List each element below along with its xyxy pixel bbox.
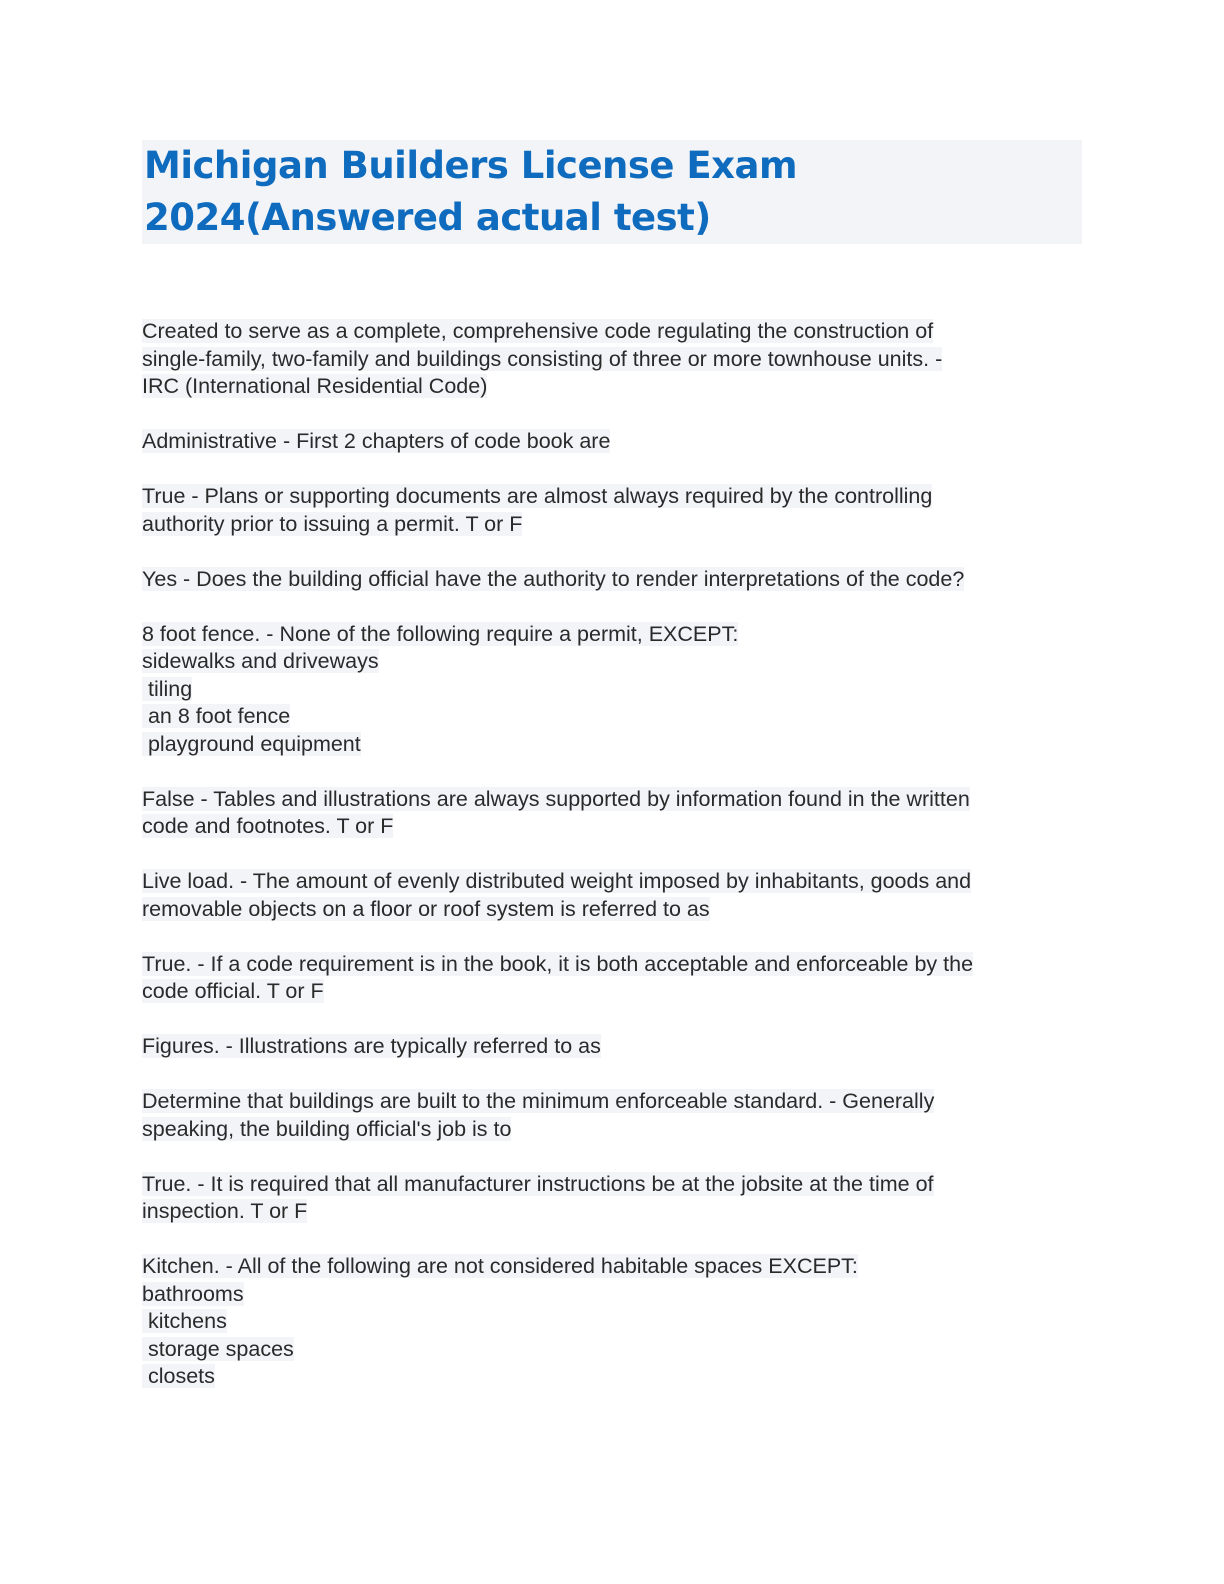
qa-line (142, 676, 1082, 704)
qa-line (142, 1171, 1082, 1199)
qa-line-text: bathrooms (142, 1281, 244, 1306)
qa-line-text: True. - If a code requirement is in the book, it is both acceptable and enforceable by the (142, 951, 974, 976)
qa-line-text: code and footnotes. T or F (142, 814, 394, 838)
qa-line-text: True - Plans or supporting documents are almost always required by the controlling (142, 484, 933, 508)
qa-line-text: kitchens (142, 1309, 227, 1333)
qa-line-text: 8 foot fence. - None of the following require a permit, EXCEPT: (142, 621, 739, 646)
qa-item (142, 868, 1082, 923)
qa-line (142, 1281, 1082, 1309)
qa-line (142, 1308, 1082, 1336)
qa-line-text: removable objects on a floor or roof system is referred to as (142, 896, 710, 921)
qa-line-text: True. - It is required that all manufacturer instructions be at the jobsite at the time of (142, 1171, 934, 1196)
document-page (142, 140, 1082, 1418)
qa-item (142, 1171, 1082, 1226)
qa-line (142, 346, 1082, 374)
qa-line (142, 896, 1082, 924)
qa-line-text: Determine that buildings are built to the minimum enforceable standard. - Generally (142, 1089, 935, 1113)
qa-line-text: Administrative - First 2 chapters of code book are (142, 429, 611, 453)
qa-line-text: closets (142, 1364, 215, 1388)
qa-line-text: an 8 foot fence (142, 704, 291, 728)
qa-line-text: Yes - Does the building official have the authority to render interpretations of the code? (142, 566, 965, 591)
qa-line-text: Kitchen. - All of the following are not considered habitable spaces EXCEPT: (142, 1254, 858, 1278)
qa-item (142, 566, 1082, 594)
qa-line (142, 318, 1082, 346)
qa-line (142, 483, 1082, 511)
qa-item (142, 483, 1082, 538)
qa-line-text: single-family, two-family and buildings consisting of three or more townhouse units. - (142, 346, 943, 371)
qa-line (142, 978, 1082, 1006)
qa-line-text: tiling (142, 676, 193, 701)
qa-item (142, 786, 1082, 841)
qa-item (142, 1033, 1082, 1061)
qa-line-text: speaking, the building official's job is to (142, 1116, 512, 1141)
qa-line (142, 511, 1082, 539)
title-line: Michigan Builders License Exam (142, 140, 1082, 192)
qa-line (142, 951, 1082, 979)
qa-item (142, 428, 1082, 456)
document-title (142, 140, 1082, 244)
qa-line (142, 703, 1082, 731)
qa-line-text: Live load. - The amount of evenly distributed weight imposed by inhabitants, goods and (142, 869, 972, 893)
qa-line (142, 813, 1082, 841)
qa-line-text: IRC (International Residential Code) (142, 374, 488, 398)
qa-line (142, 1088, 1082, 1116)
qa-line-text: authority prior to issuing a permit. T or F (142, 511, 523, 536)
title-line: 2024(Answered actual test) (142, 192, 1082, 244)
qa-line (142, 868, 1082, 896)
qa-line-text: code official. T or F (142, 979, 324, 1003)
qa-line-text: sidewalks and driveways (142, 649, 379, 673)
qa-line-text: inspection. T or F (142, 1199, 308, 1223)
qa-line-text: storage spaces (142, 1336, 294, 1361)
qa-line-text: Created to serve as a complete, comprehensive code regulating the construction of (142, 319, 934, 343)
qa-item (142, 1253, 1082, 1391)
qa-line-text: Figures. - Illustrations are typically referred to as (142, 1034, 601, 1058)
qa-line (142, 648, 1082, 676)
qa-line-text: playground equipment (142, 731, 361, 756)
qa-line (142, 428, 1082, 456)
qa-list (142, 318, 1082, 1391)
qa-line (142, 1253, 1082, 1281)
qa-item (142, 318, 1082, 401)
qa-item (142, 621, 1082, 759)
qa-line (142, 1336, 1082, 1364)
qa-line (142, 1033, 1082, 1061)
qa-item (142, 1088, 1082, 1143)
qa-line (142, 1116, 1082, 1144)
qa-line-text: False - Tables and illustrations are always supported by information found in the written (142, 786, 970, 811)
qa-line (142, 373, 1082, 401)
qa-line (142, 1363, 1082, 1391)
qa-line (142, 731, 1082, 759)
qa-line (142, 566, 1082, 594)
qa-line (142, 786, 1082, 814)
qa-line (142, 621, 1082, 649)
qa-item (142, 951, 1082, 1006)
qa-line (142, 1198, 1082, 1226)
